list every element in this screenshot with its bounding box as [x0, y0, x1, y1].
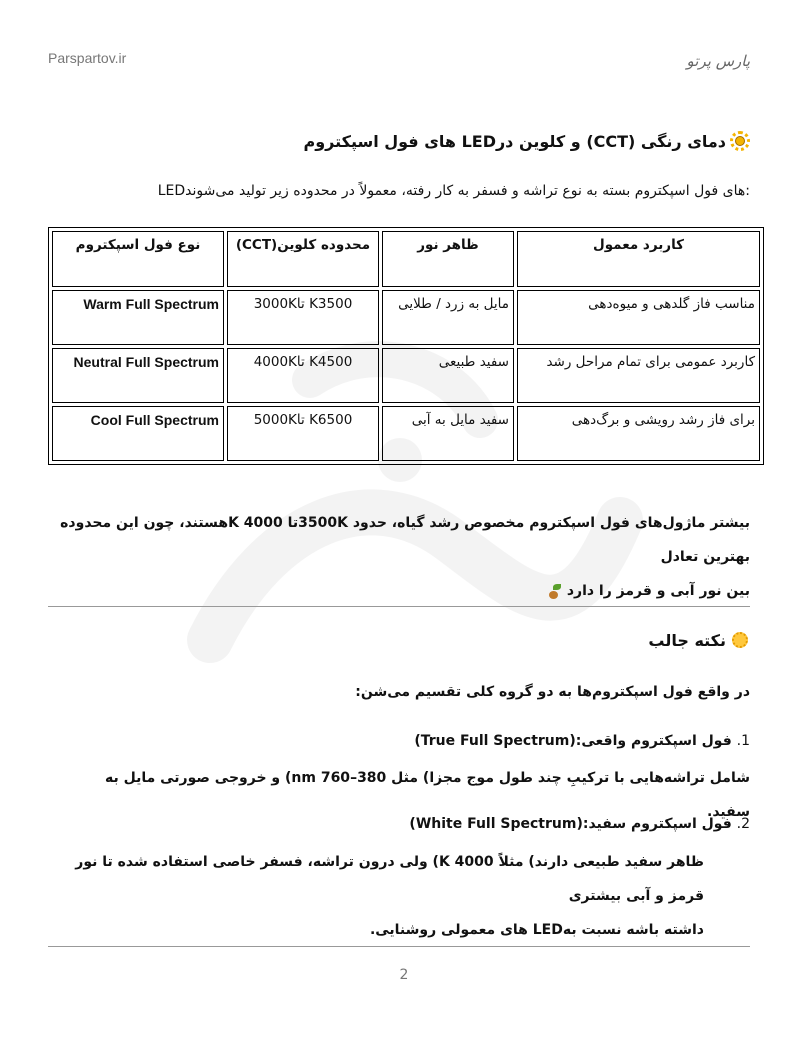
summary-paragraph [60, 506, 750, 608]
table-row [52, 348, 760, 403]
section-heading-fun-fact [648, 630, 750, 650]
header-spectrum-type: نوع فول اسپکتروم [52, 231, 224, 287]
summary-line-2: بین نور آبی و قرمز را دارد [60, 574, 750, 608]
cell-type: Neutral Full Spectrum [52, 348, 224, 403]
cell-usage: کاربرد عمومی برای تمام مراحل رشد [517, 348, 760, 403]
footer-divider [48, 946, 750, 947]
site-url: Parspartov.ir [48, 50, 127, 66]
cell-type: Cool Full Spectrum [52, 406, 224, 461]
list-number: 1. [736, 733, 750, 749]
header-kelvin-range: محدوده کلوین(CCT) [227, 231, 379, 287]
section-heading-cct [303, 131, 750, 151]
fun-fact-intro: در واقع فول اسپکتروم‌ها به دو گروه کلی تقسیم می‌شن: [355, 684, 750, 700]
cell-appearance: سفید طبیعی [382, 348, 514, 403]
list-item-2-title [409, 816, 750, 832]
cell-range: 4000Kتا K4500 [227, 348, 379, 403]
list-title: فول اسپکتروم واقعی:(True Full Spectrum) [414, 733, 732, 749]
table-row [52, 290, 760, 345]
smiling-sun-icon [730, 630, 750, 650]
cell-appearance: سفید مایل به آبی [382, 406, 514, 461]
table-header-row [52, 231, 760, 287]
intro-paragraph: LEDهای فول اسپکتروم بسته به نوع تراشه و فسفر به کار رفته، معمولاً در محدوده زیر تولید می‌شوند: [157, 183, 750, 199]
section-heading-text: دمای رنگی (CCT) و کلوین درLED های فول اسپکتروم [303, 131, 726, 151]
brand-logo-text: پارس پرتو [686, 52, 750, 70]
list-item-1-body: شامل تراشه‌هایی با ترکیبِ چند طول موج مجزا) مثل 380–760 nm) و خروجی صورتی مایل به سفید. [104, 770, 750, 820]
list-number: 2. [736, 816, 750, 832]
cell-range: 3000Kتا K3500 [227, 290, 379, 345]
cell-usage: مناسب فاز گلدهی و میوه‌دهی [517, 290, 760, 345]
header-usage: کاربرد معمول [517, 231, 760, 287]
cell-usage: برای فاز رشد رویشی و برگ‌دهی [517, 406, 760, 461]
fun-fact-heading-text: نکته جالب [648, 630, 726, 650]
list-title: فول اسپکتروم سفید:(White Full Spectrum) [409, 816, 732, 832]
section-divider [48, 606, 750, 607]
list-item-2-body: ظاهر سفید طبیعی دارند) مثلاً 4000 K) ولی درون تراشه، فسفر خاصی استفاده شده تا نور قرمز و آبی بیشتری داشته باشه نسبت بهLED های معمولی روشنایی. [75, 854, 704, 938]
cell-type: Warm Full Spectrum [52, 290, 224, 345]
summary-line-1: بیشتر ماژول‌های فول اسپکتروم مخصوص رشد گیاه، حدود 3500Kتا 4000 Kهستند، چون این محدوده بهترین تعادل [60, 515, 750, 565]
cell-appearance: مایل به زرد / طلایی [382, 290, 514, 345]
cell-range: 5000Kتا K6500 [227, 406, 379, 461]
header-appearance: ظاهر نور [382, 231, 514, 287]
page-number: 2 [399, 967, 409, 983]
sun-icon [730, 131, 750, 151]
spectrum-table [48, 227, 764, 465]
sprout-icon [546, 583, 562, 599]
table-row [52, 406, 760, 461]
list-item-1-title [414, 733, 750, 749]
